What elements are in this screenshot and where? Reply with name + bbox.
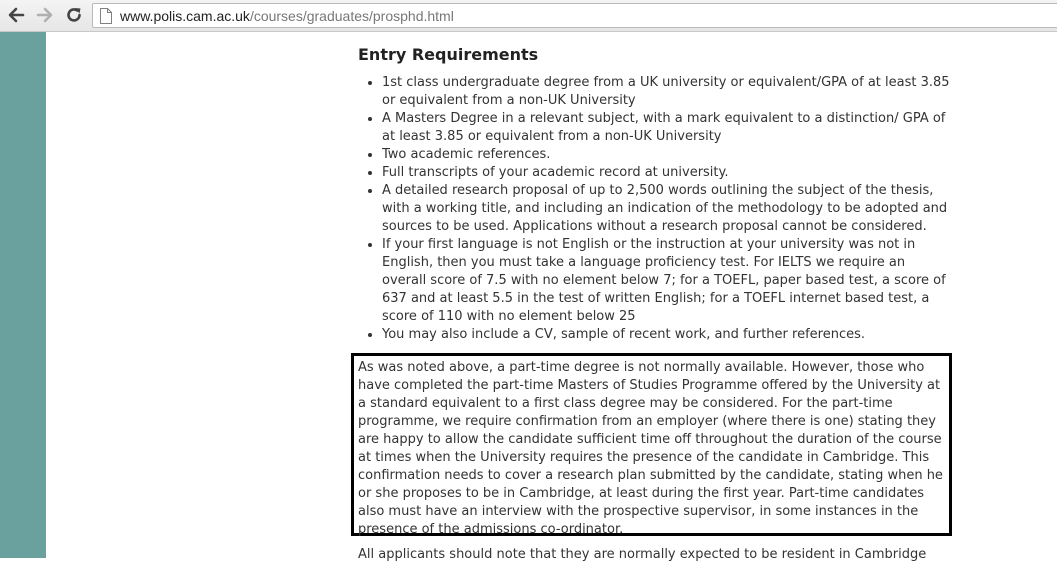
list-item: • A detailed research proposal of up to 2,500 words outlining the subject of the thesis, with a working title, and including an indication of the methodology to be adopted and sources to be used. Applications without a research proposal cannot be considered.: [382, 182, 950, 236]
reload-button[interactable]: [63, 4, 85, 26]
list-item: • You may also include a CV, sample of recent work, and further references.: [382, 326, 950, 344]
trailing-paragraph: All applicants should note that they are normally expected to be resident in Cambridge: [358, 547, 927, 562]
left-sidebar: [0, 32, 46, 558]
url-path: /courses/graduates/prosphd.html: [249, 8, 454, 24]
list-item: • Full transcripts of your academic record at university.: [382, 164, 950, 182]
list-item: • 1st class undergraduate degree from a UK university or equivalent/GPA of at least 3.85 or equivalent from a non-UK University: [382, 74, 950, 110]
main-content: [358, 32, 958, 562]
part-time-notice-box: [351, 353, 952, 536]
section-heading: Entry Requirements: [358, 45, 539, 64]
list-item: • A Masters Degree in a relevant subject, with a mark equivalent to a distinction/ GPA of at least 3.85 or equivalent from a non-UK University: [382, 110, 950, 146]
url-host: www.polis.cam.ac.uk: [120, 8, 250, 24]
list-item: • Two academic references.: [382, 146, 950, 164]
forward-button[interactable]: [34, 4, 56, 26]
address-bar[interactable]: [92, 3, 1057, 28]
back-icon: [7, 6, 25, 24]
list-item: • If your first language is not English or the instruction at your university was not in English, then you must take a language proficiency test. For IELTS we require an overall score of 7.5 with no element below 7; for a TOEFL, paper based test, a score of 637 and at least 5.5 in the test of written English; for a TOEFL internet based test, a score of 110 with no element below 25: [382, 236, 950, 326]
reload-icon: [65, 6, 83, 24]
requirements-list: [358, 74, 958, 344]
page-icon: [99, 8, 113, 24]
part-time-notice-text: As was noted above, a part-time degree is not normally available. However, those who have completed the part-time Masters of Studies Programme offered by the University at a standard equivalent to a first class degree may be considered. For the part-time programme, we require confirmation from an employer (where there is one) stating they are happy to allow the candidate sufficient time off throughout the duration of the course at times when the University requires the presence of the candidate in Cambridge. This confirmation needs to cover a research plan submitted by the candidate, stating when he or she proposes to be in Cambridge, at least during the first year. Part-time candidates also must have an interview with the prospective supervisor, in some instances in the presence of the admissions co-ordinator.: [358, 360, 943, 537]
forward-icon: [36, 6, 54, 24]
browser-toolbar: [0, 0, 1057, 32]
url-text[interactable]: [120, 8, 454, 24]
back-button[interactable]: [5, 4, 27, 26]
